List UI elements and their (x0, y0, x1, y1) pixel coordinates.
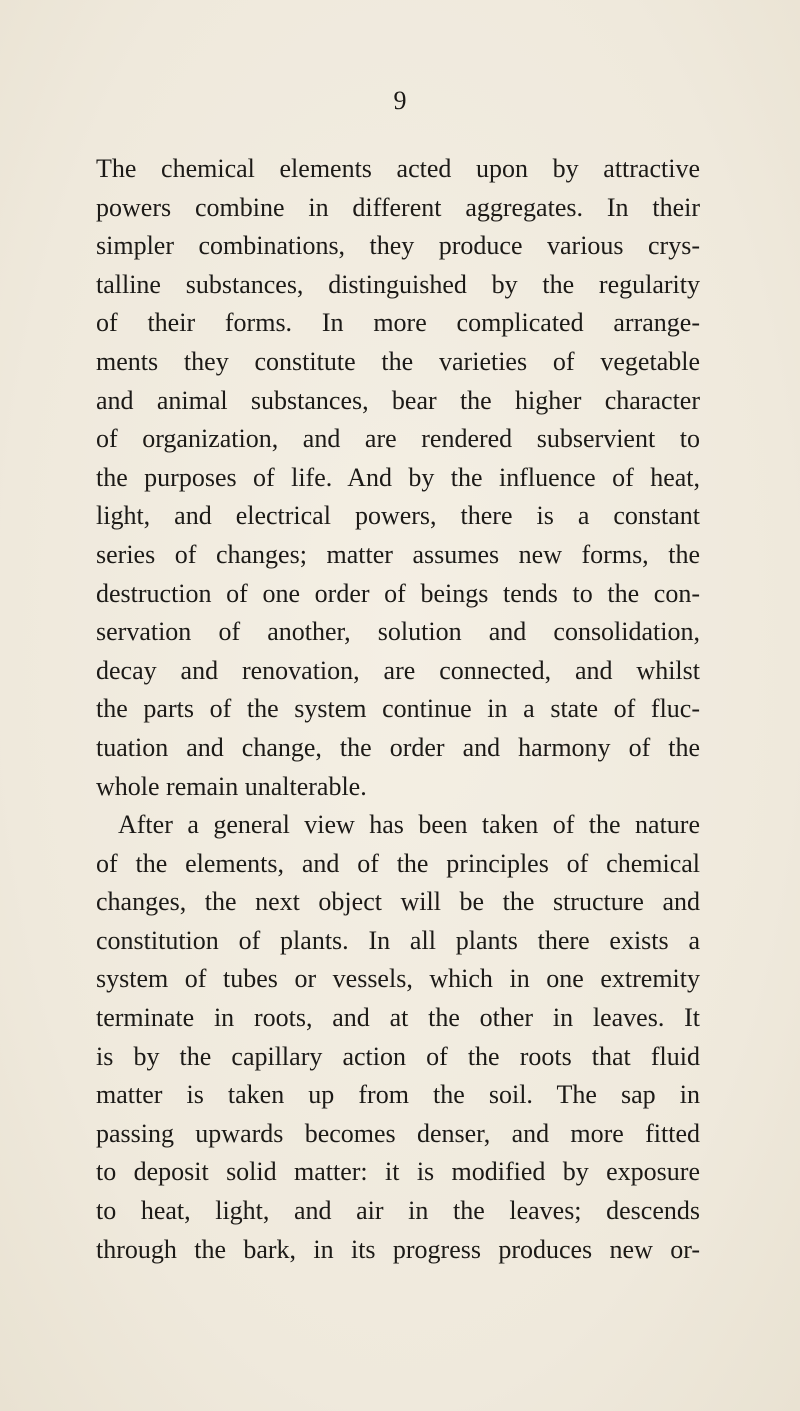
text-line: light, and electrical powers, there is a constant (96, 501, 700, 531)
text-line: is by the capillary action of the roots that fluid (96, 1041, 700, 1071)
text-line: matter is taken up from the soil. The sap in (96, 1080, 700, 1110)
text-line: of their forms. In more complicated arrange- (96, 308, 700, 338)
text-line: series of changes; matter assumes new forms, the (96, 539, 700, 569)
text-line: of organization, and are rendered subservient to (96, 424, 700, 454)
text-line: through the bark, in its progress produces new or- (96, 1234, 700, 1264)
text-line: of the elements, and of the principles of chemical (96, 848, 700, 878)
paragraph-start-line: After a general view has been taken of the nature (118, 810, 700, 840)
text-line: The chemical elements acted upon by attractive (96, 154, 700, 183)
text-line: system of tubes or vessels, which in one extremity (96, 964, 700, 994)
text-line: ments they constitute the varieties of vegetable (96, 346, 700, 376)
text-line: to heat, light, and air in the leaves; descends (96, 1196, 700, 1226)
text-line: passing upwards becomes denser, and more fitted (96, 1118, 700, 1148)
text-line: terminate in roots, and at the other in leaves. It (96, 1003, 700, 1033)
text-line: tuation and change, the order and harmony of the (96, 732, 700, 762)
text-line: the purposes of life. And by the influence of heat, (96, 462, 700, 492)
text-line: the parts of the system continue in a state of fluc- (96, 694, 700, 724)
body-text (96, 150, 700, 1269)
text-line: decay and renovation, are connected, and whilst (96, 655, 700, 685)
text-line: talline substances, distinguished by the regularity (96, 269, 700, 299)
text-line: simpler combinations, they produce various crys- (96, 231, 700, 261)
text-line: destruction of one order of beings tends to the con- (96, 578, 700, 608)
text-line: servation of another, solution and consolidation, (96, 617, 700, 647)
page-number: 9 (393, 86, 407, 115)
text-line: constitution of plants. In all plants there exists a (96, 925, 700, 955)
text-line: powers combine in different aggregates. In their (96, 192, 700, 222)
text-line: and animal substances, bear the higher character (96, 385, 700, 415)
paragraph-end-line: whole remain unalterable. (96, 771, 367, 801)
text-line: changes, the next object will be the structure and (96, 887, 700, 917)
text-line: to deposit solid matter: it is modified by exposure (96, 1157, 700, 1187)
